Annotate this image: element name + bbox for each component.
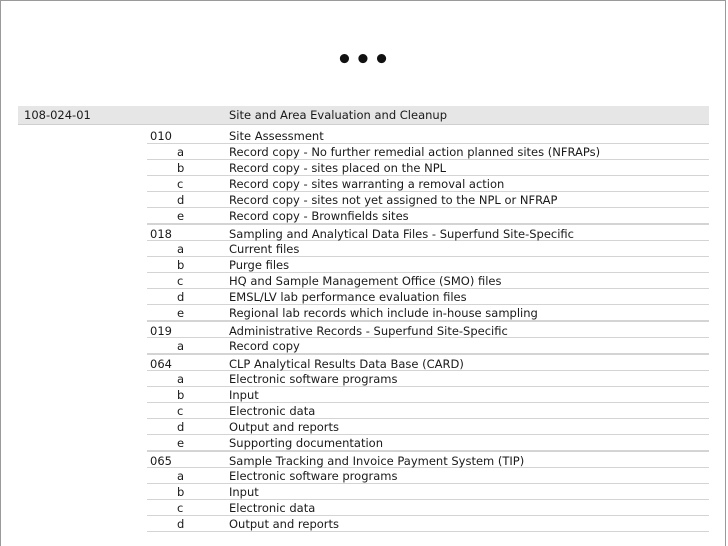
sub-item-key: c <box>177 404 184 418</box>
sub-item-key: a <box>177 372 185 386</box>
sub-item-description: Input <box>229 388 259 402</box>
sub-item-row <box>147 305 709 321</box>
item-row <box>147 321 709 338</box>
sub-item-key: c <box>177 274 184 288</box>
sub-item-key: d <box>177 193 185 207</box>
sub-item-key: b <box>177 258 185 272</box>
sub-item-row <box>147 403 709 419</box>
item-number: 065 <box>150 454 172 468</box>
item-number: 019 <box>150 324 172 338</box>
series-title: Site and Area Evaluation and Cleanup <box>229 108 447 122</box>
sub-item-description: Output and reports <box>229 517 340 531</box>
sub-item-key: d <box>177 290 185 304</box>
item-row <box>147 451 709 468</box>
schedule-header-row <box>18 106 709 125</box>
sub-item-description: Regional lab records which include in-house sampling <box>229 306 538 320</box>
item-row <box>147 354 709 371</box>
item-row <box>147 224 709 241</box>
sub-item-row <box>147 516 709 532</box>
sub-item-row <box>147 484 709 500</box>
sub-item-row <box>147 338 709 354</box>
item-title: CLP Analytical Results Data Base (CARD) <box>229 357 464 371</box>
item-title: Sample Tracking and Invoice Payment System (TIP) <box>229 454 525 468</box>
sub-item-row <box>147 500 709 516</box>
sub-item-description: Record copy - No further remedial action planned sites (NFRAPs) <box>229 145 601 159</box>
sub-item-description: Record copy - sites warranting a removal action <box>229 177 505 191</box>
item-number: 064 <box>150 357 172 371</box>
sub-item-key: a <box>177 145 185 159</box>
sub-item-key: c <box>177 177 184 191</box>
sub-item-key: e <box>177 436 185 450</box>
sub-item-key: e <box>177 306 185 320</box>
sub-item-description: Output and reports <box>229 420 340 434</box>
sub-item-key: a <box>177 242 185 256</box>
sub-item-row <box>147 371 709 387</box>
sub-item-row <box>147 273 709 289</box>
sub-item-description: Record copy <box>229 339 300 353</box>
item-row <box>147 127 709 144</box>
item-number: 018 <box>150 227 172 241</box>
sub-item-description: Record copy - Brownfields sites <box>229 209 409 223</box>
sub-item-description: Current files <box>229 242 300 256</box>
sub-item-row <box>147 241 709 257</box>
sub-item-row <box>147 387 709 403</box>
sub-item-row <box>147 289 709 305</box>
sub-item-key: e <box>177 209 185 223</box>
sub-item-row <box>147 468 709 484</box>
records-schedule-table <box>18 106 709 532</box>
sub-item-description: Electronic data <box>229 404 316 418</box>
sub-item-description: Electronic software programs <box>229 372 398 386</box>
sub-item-row <box>147 208 709 224</box>
sub-item-description: EMSL/LV lab performance evaluation files <box>229 290 467 304</box>
item-number: 010 <box>150 129 172 143</box>
sub-item-description: Record copy - sites placed on the NPL <box>229 161 447 175</box>
sub-item-key: c <box>177 501 184 515</box>
sub-item-description: Record copy - sites not yet assigned to the NPL or NFRAP <box>229 193 558 207</box>
sub-item-row <box>147 160 709 176</box>
sub-item-row <box>147 419 709 435</box>
item-title: Administrative Records - Superfund Site-Specific <box>229 324 508 338</box>
sub-item-row <box>147 144 709 160</box>
sub-item-description: Purge files <box>229 258 290 272</box>
sub-item-row <box>147 435 709 451</box>
sub-item-key: a <box>177 469 185 483</box>
item-title: Site Assessment <box>229 129 324 143</box>
sub-item-key: b <box>177 161 185 175</box>
sub-item-key: b <box>177 388 185 402</box>
sub-item-description: Electronic data <box>229 501 316 515</box>
sub-item-key: d <box>177 420 185 434</box>
series-number: 108-024-01 <box>24 108 91 122</box>
sub-item-description: HQ and Sample Management Office (SMO) files <box>229 274 502 288</box>
sub-item-key: d <box>177 517 185 531</box>
sub-item-row <box>147 192 709 208</box>
continuation-ellipsis: ••• <box>336 45 392 75</box>
sub-item-row <box>147 176 709 192</box>
sub-item-description: Input <box>229 485 259 499</box>
sub-item-description: Electronic software programs <box>229 469 398 483</box>
sub-item-row <box>147 257 709 273</box>
sub-item-key: b <box>177 485 185 499</box>
sub-item-description: Supporting documentation <box>229 436 383 450</box>
sub-item-key: a <box>177 339 185 353</box>
item-title: Sampling and Analytical Data Files - Superfund Site-Specific <box>229 227 574 241</box>
